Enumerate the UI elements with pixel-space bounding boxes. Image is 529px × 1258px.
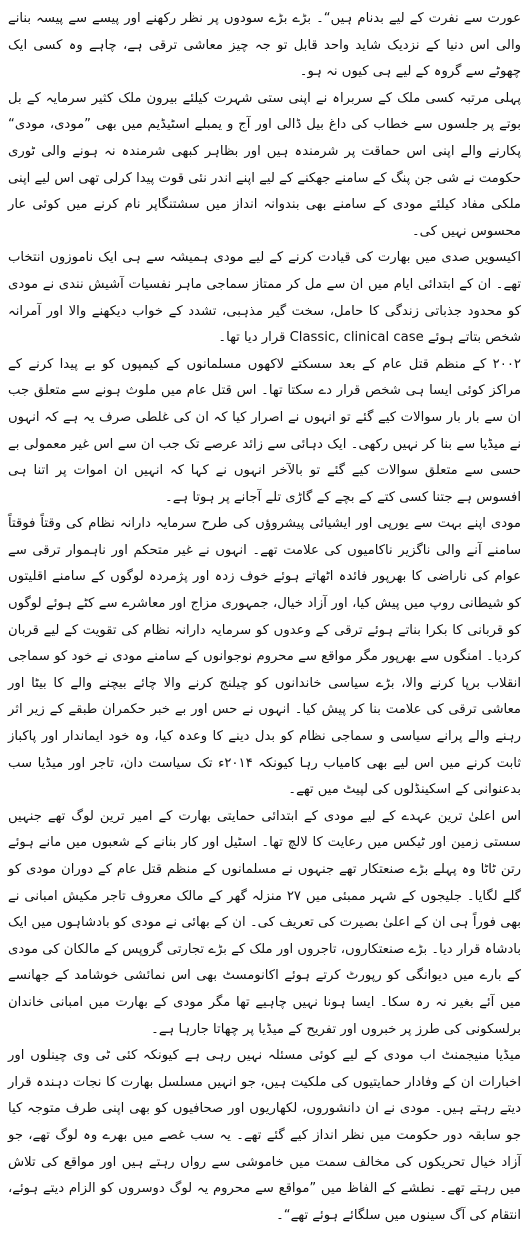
paragraph-5: مودی اپنے بہت سے یورپی اور ایشیائی پیشروؤں کی طرح سرمایہ دارانہ نظام کی وقتاً فوقتاً سامنے آنے والی ناگزیر ناکامیوں کی علامت تھے۔ انہوں نے غیر متحکم اور ناہموار ترقی سے عوام کی ناراضی کا بھرپور فائدہ اٹھاتے ہوئے خوف زدہ اور پژمردہ لوگوں کے سامنے اقلیتوں کو شیطانی روپ میں پیش کیا، اور آزاد خیال، جمہوری مزاج اور معاشرے سے کٹے ہوئے لوگوں کو قربانی کا بکرا بناتے ہوئے ترقی کے وعدوں کو سرمایہ دارانہ نظام کی تقویت کے لیے قربان کردیا۔ امنگوں سے بھرپور مگر مواقع سے محروم نوجوانوں کے سامنے مودی نے خود کو سماجی انقلاب برپا کرنے والا، بڑے سیاسی خاندانوں کو چیلنج کرنے والا چائے بیچنے والے کا بیٹا اور معاشی ترقی کی علامت بنا کر پیش کیا۔ انہوں نے حس اور بے خبر حکمران طبقے کے زیر اثر رہنے والے پرانے سیاسی و سماجی نظام کو بدل دینے کا وعدہ کیا، وہ خود ایماندار اور پاکباز ثابت کرنے میں اس لیے بھی کامیاب رہا کیونکہ ۲۰۱۴ء تک سیاست دان، تاجر اور میڈیا سب بدعنوانی کے اسکینڈلوں کی لپیٹ میں تھے۔	[8, 516, 521, 798]
paragraph-7: میڈیا منیجمنٹ اب مودی کے لیے کوئی مسئلہ نہیں رہی ہے کیونکہ کئی ٹی وی چینلوں اور اخبارات ان کے وفادار حمایتیوں کی ملکیت ہیں، جو انہیں مسلسل بھارت کا نجات دہندہ قرار دیتے رہتے ہیں۔ مودی نے ان دانشوروں، لکھاریوں اور صحافیوں کو بھی اپنی طرف متوجہ کیا جو سابقہ دور حکومت میں نظر انداز کیے گئے تھے۔ یہ سب غصے میں بھرے وہ لوگ تھے، جو آزاد خیال تحریکوں کی مخالف سمت میں خاموشی سے رواں رہتے ہیں اور مواقع کی تلاش میں رہتے تھے۔ نطشے کے الفاظ میں ”مواقع سے محروم یہ لوگ دوسروں کو الزام دیتے ہوئے، انتقام کی آگ سینوں میں سلگائے ہوئے تھے“۔	[8, 1048, 521, 1223]
paragraph-2: پہلی مرتبہ کسی ملک کے سربراہ نے اپنی ستی شہرت کیلئے بیرون ملک کثیر سرمایہ کے بل بوتے پر جلسوں سے خطاب کی داغ بیل ڈالی اور آج و یمبلے اسٹیڈیم میں بھی ”مودی، مودی“ پکارنے والے اپنی اس حماقت پر شرمندہ ہیں اور بظاہر کبھی شرمندہ نہ ہونے والی ٹوری حکومت نے شی جن پنگ کے سامنے جھکنے کے لیے اپنے اندر نئی قوت پیدا کرلی تھی اس لیے اپنی ملکی مفاد کیلئے مودی کے سامنے بھی بندوانہ انداز میں سشتنگاپر نام کرنے میں کوئی عار محسوس نہیں کی۔	[8, 90, 521, 239]
paragraph-6: اس اعلیٰ ترین عہدے کے لیے مودی کے ابتدائی حمایتی بھارت کے امیر ترین لوگ تھے جنہیں سستی زمین اور ٹیکس میں رعایت کا لالچ تھا۔ اسٹیل اور کار بنانے کے شعبوں میں مانے ہوئے رتن ٹاٹا وہ پہلے بڑے صنعتکار تھے جنہوں نے مسلمانوں کے منظم قتل عام کے دوران مودی کو گلے لگایا۔ جلیجوں کے شہر ممبئی میں ۲۷ منزلہ گھر کے مالک معروف تاجر مکیش امبانی نے بھی فوراً ہی ان کے اعلیٰ بصیرت کی تعریف کی۔ ان کے بھائی نے مودی کو بادشاہوں میں ایک بادشاہ قرار دیا۔ بڑے صنعتکاروں، تاجروں اور ملک کے بڑے تجارتی گروپس کے مالکان کی مودی کے بارے میں دیوانگی کو رپورٹ کرتے ہوئے اکانومسٹ بھی اس نمائشی خوشامد کے جھانسے میں آئے بغیر نہ رہ سکا۔ ایسا ہونا نہیں چاہیے تھا مگر مودی کے بھارت میں امبانی خاندان برلسکونی کی طرز پر خبروں اور تفریح کے میڈیا پر چھاتا جارہا ہے۔	[8, 808, 521, 1037]
paragraph-3: اکیسویں صدی میں بھارت کی قیادت کرنے کے لیے مودی ہمیشہ سے ہی ایک ناموزوں انتخاب تھے۔ ان کے ابتدائی ایام میں ان سے مل کر ممتاز سماجی ماہر نفسیات آشیش نندی نے مودی کو محدود جذباتی زندگی کا حامل، سخت گیر مذہبی، تشدد کے خواب دیکھنے والا اور آمرانہ شخص بتاتے ہوئے Classic, clinical case قرار دیا تھا۔	[8, 250, 521, 346]
paragraph-4: ۲۰۰۲ کے منظم قتل عام کے بعد سسکتے لاکھوں مسلمانوں کے کیمپوں کو بے پیدا کرنے کے مراکز کوئی ایسا ہی شخص قرار دے سکتا تھا۔ اس قتل عام میں ملوث ہونے سے متعلق جب ان سے بار بار سوالات کیے گئے تو انہوں نے اصرار کیا کہ ان کی غلطی صرف یہ ہے کہ انہوں نے میڈیا سے بنا کر نہیں رکھی۔ ایک دہائی سے زائد عرصے تک جب ان سے اس غیر معمولی بے حسی سے متعلق سوالات کیے گئے تو بالآخر انہوں نے کہا کہ انہیں ان اموات پر اتنا ہی افسوس ہے جتنا کسی کتے کے بچے کے گاڑی تلے آجانے پر ہوتا ہے۔	[8, 356, 521, 505]
paragraph-1: عورت سے نفرت کے لیے بدنام ہیں“۔ بڑے بڑے سودوں پر نظر رکھنے اور پیسے سے پیسہ بنانے والی اس دنیا کے نزدیک شاید واحد قابل تو جہ چیز معاشی ترقی ہے، چاہے وہ کسی ایک چھوٹے سے گروہ کے لیے ہی کیوں نہ ہو۔	[8, 11, 521, 80]
